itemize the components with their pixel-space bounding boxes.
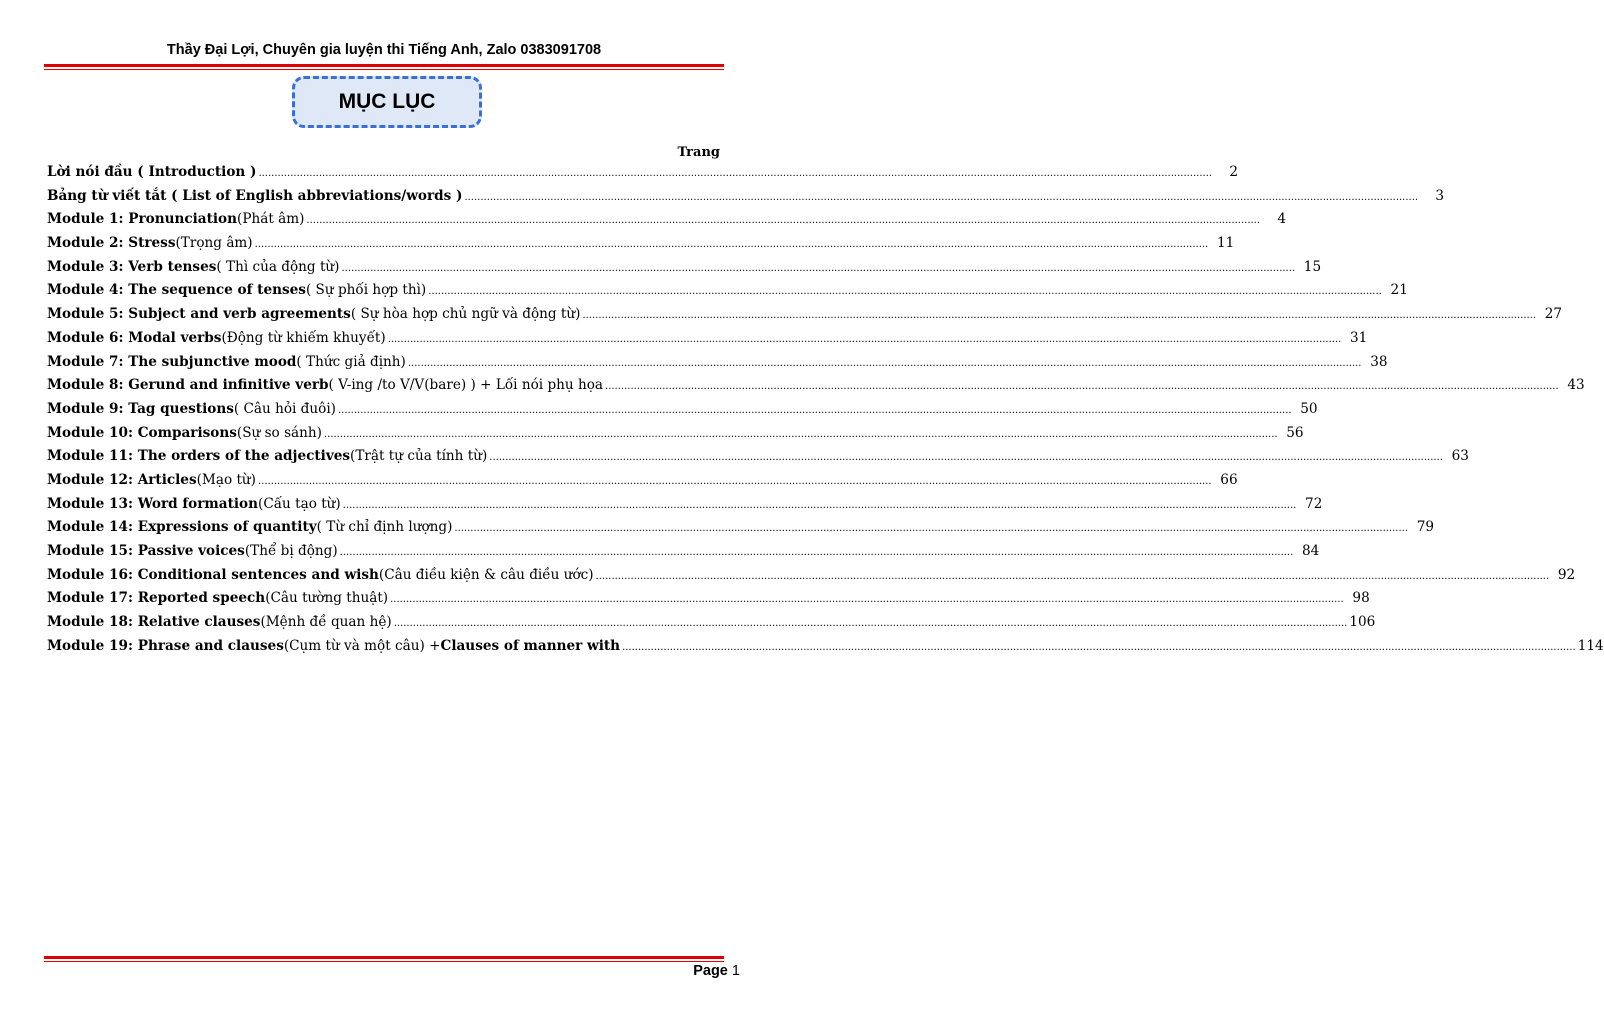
- table-of-contents: [47, 164, 1604, 661]
- toc-leader-dots: ............................................................................................................................................................................................................................................................................................................: [341, 262, 1296, 274]
- toc-entry-subtitle: (Cụm từ và một câu) +: [283, 637, 441, 654]
- toc-leader-dots: ............................................................................................................................................................................................................................................................................................................: [323, 428, 1278, 440]
- toc-entry-subtitle: (Thể bị động): [244, 543, 338, 559]
- toc-entry[interactable]: [47, 637, 1604, 662]
- toc-page-number: 27: [1544, 306, 1563, 323]
- footer-page-label: Page: [693, 963, 728, 979]
- toc-entry[interactable]: [47, 566, 1576, 591]
- toc-entry-title-tail: Clauses of manner with: [440, 637, 621, 654]
- toc-entry[interactable]: [47, 235, 1235, 259]
- toc-entry-title: Module 11: The orders of the adjectives: [47, 448, 351, 465]
- toc-entry[interactable]: [47, 424, 1304, 449]
- toc-page-number: 11: [1216, 235, 1235, 252]
- toc-leader-dots: ............................................................................................................................................................................................................................................................................................................: [387, 333, 1342, 345]
- toc-entry[interactable]: [47, 495, 1323, 520]
- toc-entry-subtitle: (Mệnh đề quan hệ): [260, 614, 392, 631]
- toc-entry-subtitle: (Cấu tạo từ): [258, 495, 341, 512]
- toc-page-number: 15: [1303, 258, 1322, 275]
- toc-entry-title: Module 13: Word formation: [47, 495, 259, 512]
- toc-leader-dots: ............................................................................................................................................................................................................................................................................................................: [407, 357, 1362, 369]
- toc-entry-title: Module 15: Passive voices: [47, 543, 245, 559]
- toc-page-number: 66: [1220, 471, 1238, 488]
- toc-leader-dots: ............................................................................................................................................................................................................................................................................................................: [393, 618, 1348, 630]
- toc-entry-subtitle: (Trọng âm): [175, 235, 253, 252]
- toc-entry-title: Module 17: Reported speech: [47, 590, 266, 607]
- toc-entry[interactable]: [47, 519, 1435, 543]
- toc-entry-subtitle: ( Từ chỉ định lượng): [316, 519, 453, 536]
- toc-entry[interactable]: [47, 448, 1469, 472]
- toc-page-number: 92: [1557, 566, 1576, 583]
- toc-entry[interactable]: [47, 614, 1376, 638]
- toc-page-number: 84: [1301, 543, 1320, 559]
- page-header: Thầy Đại Lợi, Chuyên gia luyện thi Tiếng Anh, Zalo 0383091708: [166, 42, 602, 58]
- toc-leader-dots: ............................................................................................................................................................................................................................................................................................................: [489, 452, 1443, 464]
- toc-page-number: 21: [1390, 282, 1408, 299]
- toc-entry-subtitle: ( Thì của động từ): [216, 258, 340, 275]
- toc-entry[interactable]: [47, 187, 1445, 212]
- toc-entry-title: Module 18: Relative clauses: [47, 614, 261, 631]
- toc-page-number: 31: [1350, 329, 1368, 346]
- toc-entry[interactable]: [47, 400, 1318, 425]
- toc-leader-dots: ............................................................................................................................................................................................................................................................................................................: [306, 215, 1261, 227]
- toc-leader-dots: ............................................................................................................................................................................................................................................................................................................: [254, 239, 1209, 251]
- toc-entry-title: Module 6: Modal verbs: [47, 329, 222, 346]
- toc-entry-subtitle: ( Sự phối hợp thì): [305, 282, 427, 299]
- toc-leader-dots: ............................................................................................................................................................................................................................................................................................................: [582, 310, 1537, 322]
- toc-page-number: 79: [1416, 519, 1435, 536]
- page-footer: [693, 963, 740, 979]
- toc-entry-subtitle: (Mạo từ): [196, 471, 256, 488]
- toc-entry[interactable]: [47, 329, 1368, 354]
- toc-page-number: 50: [1300, 400, 1318, 417]
- toc-entry-subtitle: (Sự so sánh): [236, 424, 322, 441]
- footer-rule: [44, 956, 724, 962]
- toc-page-number: 114: [1577, 637, 1604, 654]
- toc-page-number: 72: [1305, 495, 1323, 512]
- toc-entry-title: Module 5: Subject and verb agreements: [47, 306, 351, 323]
- toc-entry-subtitle: (Trật tự của tính từ): [350, 448, 488, 465]
- toc-entry[interactable]: [47, 258, 1322, 283]
- toc-page-number: 4: [1277, 211, 1287, 228]
- header-rule: [44, 64, 724, 70]
- toc-entry-title: Module 4: The sequence of tenses: [47, 282, 306, 299]
- toc-leader-dots: ............................................................................................................................................................................................................................................................................................................: [337, 404, 1292, 416]
- toc-entry-subtitle: ( Thức giả định): [296, 353, 406, 370]
- toc-page-number: 3: [1435, 187, 1445, 204]
- toc-leader-dots: ............................................................................................................................................................................................................................................................................................................: [428, 286, 1382, 298]
- toc-entry[interactable]: [47, 282, 1408, 306]
- toc-entry[interactable]: [47, 164, 1239, 188]
- toc-entry-title: Module 14: Expressions of quantity: [47, 519, 317, 536]
- toc-entry-subtitle: (Phát âm): [237, 211, 305, 228]
- page-column-label: Trang: [677, 145, 720, 160]
- toc-entry[interactable]: [47, 471, 1238, 496]
- toc-leader-dots: ............................................................................................................................................................................................................................................................................................................: [339, 547, 1294, 558]
- toc-leader-dots: ............................................................................................................................................................................................................................................................................................................: [257, 475, 1212, 487]
- toc-entry[interactable]: [47, 543, 1320, 567]
- toc-entry-title: Module 12: Articles: [47, 471, 197, 488]
- toc-entry-subtitle: (Câu điều kiện & câu điều ước): [378, 566, 594, 583]
- toc-leader-dots: ............................................................................................................................................................................................................................................................................................................: [258, 168, 1213, 179]
- toc-entry-title: Module 2: Stress: [47, 235, 176, 252]
- toc-page-number: 38: [1370, 353, 1388, 370]
- toc-title: MỤC LỤC: [292, 76, 482, 128]
- toc-leader-dots: ............................................................................................................................................................................................................................................................................................................: [464, 191, 1419, 203]
- footer-page-number: 1: [731, 963, 740, 979]
- toc-entry-subtitle: (Động từ khiếm khuyết): [221, 329, 386, 346]
- toc-page-number: 98: [1352, 590, 1370, 607]
- toc-entry-title: Bảng từ viết tắt ( List of English abbreviations/words ): [47, 187, 463, 204]
- toc-entry-title: Module 10: Comparisons: [47, 424, 237, 441]
- toc-leader-dots: ............................................................................................................................................................................................................................................................................................................: [454, 523, 1409, 535]
- toc-entry[interactable]: [47, 590, 1370, 614]
- toc-entry-title: Module 7: The subjunctive mood: [47, 353, 297, 370]
- toc-page-number: 2: [1229, 164, 1239, 180]
- toc-entry-subtitle: (Câu tường thuật): [265, 590, 389, 607]
- toc-leader-dots: ............................................................................................................................................................................................................................................................................................................: [390, 594, 1344, 606]
- toc-leader-dots: ............................................................................................................................................................................................................................................................................................................: [342, 499, 1297, 511]
- toc-leader-dots: ............................................................................................................................................................................................................................................................................................................: [622, 641, 1576, 653]
- toc-entry-title: Lời nói đầu ( Introduction ): [47, 164, 257, 180]
- toc-entry-subtitle: ( Sự hòa hợp chủ ngữ và động từ): [350, 306, 581, 323]
- toc-page-number: 43: [1567, 377, 1585, 394]
- toc-entry-subtitle: ( V-ing /to V/V(bare) ) + Lối nói phụ họa: [328, 377, 604, 394]
- toc-entry-title: Module 8: Gerund and infinitive verb: [47, 377, 329, 394]
- toc-entry[interactable]: [47, 306, 1563, 330]
- toc-leader-dots: ............................................................................................................................................................................................................................................................................................................: [595, 570, 1550, 582]
- toc-entry-title: Module 1: Pronunciation: [47, 211, 238, 228]
- toc-entry-subtitle: ( Câu hỏi đuôi): [233, 400, 336, 417]
- toc-entry-title: Module 19: Phrase and clauses: [47, 637, 284, 654]
- toc-entry[interactable]: [47, 211, 1287, 235]
- toc-page-number: 56: [1286, 424, 1304, 441]
- toc-entry-title: Module 9: Tag questions: [47, 400, 234, 417]
- toc-entry[interactable]: [47, 377, 1585, 401]
- toc-page-number: 106: [1349, 614, 1376, 631]
- toc-entry-title: Module 16: Conditional sentences and wish: [47, 566, 379, 583]
- toc-page-number: 63: [1451, 448, 1469, 465]
- toc-leader-dots: ............................................................................................................................................................................................................................................................................................................: [605, 381, 1559, 393]
- toc-entry[interactable]: [47, 353, 1388, 378]
- toc-entry-title: Module 3: Verb tenses: [47, 258, 217, 275]
